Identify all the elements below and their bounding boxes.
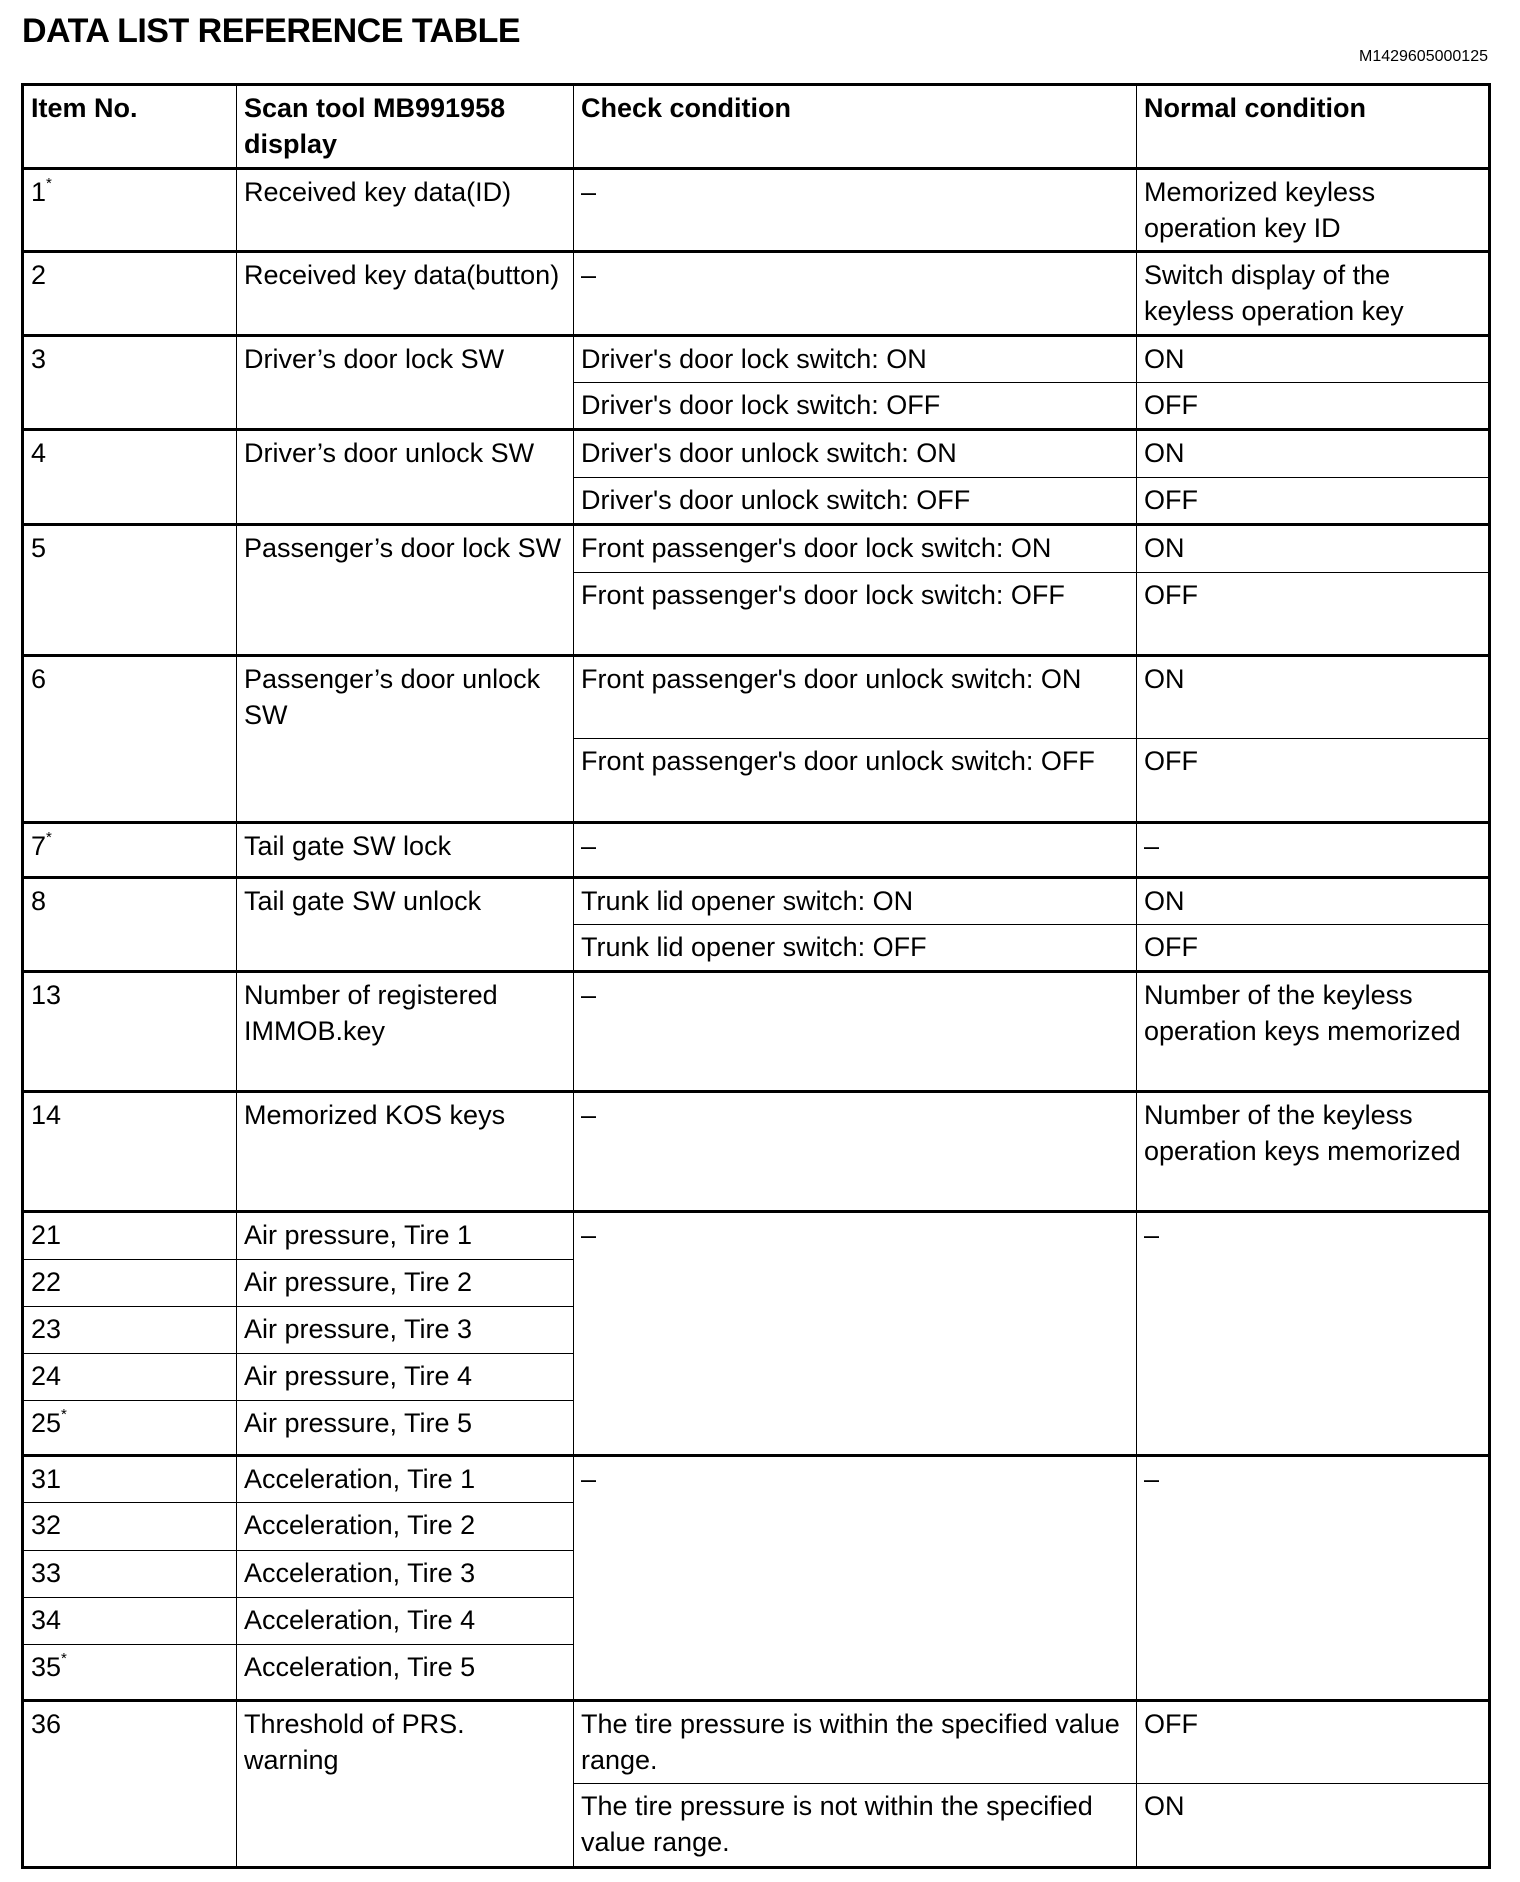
item-number-text: 25	[31, 1408, 62, 1438]
item-number-text: 1	[31, 177, 47, 207]
normal-condition-text: Switch display of the keyless operation key	[1144, 260, 1404, 326]
check-condition	[574, 739, 1137, 823]
figure-code: M1429605000125	[1358, 48, 1488, 65]
normal-condition-text: ON	[1144, 1791, 1185, 1821]
item-number	[23, 1503, 237, 1551]
check-condition	[574, 1784, 1137, 1868]
normal-condition	[1137, 925, 1490, 972]
item-number-text: 21	[31, 1220, 62, 1250]
item-number-text: 34	[31, 1605, 62, 1635]
item-number-text: 24	[31, 1361, 62, 1391]
scan-tool-display-text: Received key data(ID)	[244, 177, 512, 207]
table-row	[23, 972, 1490, 1092]
scan-tool-display-text: Acceleration, Tire 3	[244, 1558, 476, 1588]
check-condition-text: Driver's door lock switch: OFF	[581, 390, 941, 420]
check-condition-text: Front passenger's door lock switch: ON	[581, 533, 1052, 563]
check-condition-text: –	[581, 177, 597, 207]
check-condition	[574, 383, 1137, 430]
scan-tool-display	[237, 656, 574, 823]
scan-tool-display-text: Threshold of PRS. warning	[244, 1709, 465, 1775]
table-row	[23, 430, 1490, 478]
footnote-marker: *	[46, 175, 52, 192]
footnote-marker: *	[61, 1406, 67, 1423]
item-number-text: 14	[31, 1100, 62, 1130]
check-condition-text: Front passenger's door unlock switch: ON	[581, 664, 1082, 694]
normal-condition-text: ON	[1144, 664, 1185, 694]
normal-condition	[1137, 336, 1490, 383]
check-condition	[574, 972, 1137, 1092]
check-condition	[574, 1456, 1137, 1701]
check-condition-text: –	[581, 260, 597, 290]
scan-tool-display	[237, 1701, 574, 1868]
normal-condition	[1137, 525, 1490, 573]
normal-condition	[1137, 1456, 1490, 1701]
item-number	[23, 430, 237, 525]
header-row	[23, 85, 1490, 169]
normal-condition-text: OFF	[1144, 485, 1198, 515]
check-condition-text: –	[581, 1220, 597, 1250]
item-number	[23, 1307, 237, 1354]
table-row	[23, 1701, 1490, 1784]
scan-tool-display-text: Tail gate SW unlock	[244, 886, 482, 916]
scan-tool-display-text: Memorized KOS keys	[244, 1100, 506, 1130]
scan-tool-display	[237, 1354, 574, 1401]
item-number-text: 8	[31, 886, 47, 916]
table-row	[23, 169, 1490, 252]
scan-tool-display	[237, 1307, 574, 1354]
normal-condition-text: OFF	[1144, 390, 1198, 420]
scan-tool-display	[237, 1598, 574, 1645]
normal-condition-text: OFF	[1144, 932, 1198, 962]
scan-tool-display	[237, 1551, 574, 1598]
normal-condition-text: ON	[1144, 438, 1185, 468]
item-number-text: 23	[31, 1314, 62, 1344]
normal-condition	[1137, 1092, 1490, 1212]
header-normal-condition: Normal condition	[1137, 85, 1490, 169]
item-number	[23, 878, 237, 972]
check-condition-text: The tire pressure is within the specified value range.	[581, 1709, 1120, 1775]
data-list-table	[21, 83, 1491, 1869]
table-row	[23, 878, 1490, 925]
item-number-text: 36	[31, 1709, 62, 1739]
item-number-text: 3	[31, 344, 47, 374]
normal-condition-text: OFF	[1144, 1709, 1198, 1739]
scan-tool-display	[237, 823, 574, 878]
item-number	[23, 336, 237, 430]
normal-condition-text: –	[1144, 831, 1160, 861]
table-row	[23, 252, 1490, 336]
scan-tool-display-text: Passenger’s door unlock SW	[244, 664, 541, 730]
scan-tool-display	[237, 1401, 574, 1456]
scan-tool-display	[237, 1503, 574, 1551]
item-number	[23, 1401, 237, 1456]
normal-condition	[1137, 972, 1490, 1092]
normal-condition-text: OFF	[1144, 746, 1198, 776]
normal-condition	[1137, 430, 1490, 478]
item-number	[23, 1645, 237, 1701]
item-number	[23, 252, 237, 336]
check-condition-text: Trunk lid opener switch: ON	[581, 886, 914, 916]
item-number	[23, 1212, 237, 1260]
scan-tool-display-text: Passenger’s door lock SW	[244, 533, 562, 563]
normal-condition-text: –	[1144, 1464, 1160, 1494]
footnote-marker: *	[46, 829, 52, 846]
item-number	[23, 1598, 237, 1645]
item-number	[23, 1456, 237, 1503]
scan-tool-display	[237, 878, 574, 972]
check-condition-text: Trunk lid opener switch: OFF	[581, 932, 927, 962]
normal-condition	[1137, 739, 1490, 823]
check-condition	[574, 878, 1137, 925]
item-number	[23, 656, 237, 823]
scan-tool-display-text: Received key data(button)	[244, 260, 560, 290]
normal-condition-text: –	[1144, 1220, 1160, 1250]
check-condition-text: –	[581, 1464, 597, 1494]
item-number-text: 2	[31, 260, 47, 290]
check-condition	[574, 1701, 1137, 1784]
check-condition	[574, 525, 1137, 573]
scan-tool-display	[237, 1092, 574, 1212]
scan-tool-display	[237, 252, 574, 336]
scan-tool-display	[237, 972, 574, 1092]
header-check-condition: Check condition	[574, 85, 1137, 169]
item-number	[23, 823, 237, 878]
normal-condition-text: Number of the keyless operation keys memorized	[1144, 980, 1461, 1046]
item-number-text: 7	[31, 831, 47, 861]
item-number	[23, 1701, 237, 1868]
check-condition	[574, 823, 1137, 878]
item-number	[23, 525, 237, 656]
normal-condition-text: ON	[1144, 886, 1185, 916]
scan-tool-display-text: Acceleration, Tire 4	[244, 1605, 476, 1635]
item-number-text: 33	[31, 1558, 62, 1588]
scan-tool-display	[237, 1212, 574, 1260]
item-number-text: 35	[31, 1652, 62, 1682]
table-row	[23, 1212, 1490, 1260]
page-title: DATA LIST REFERENCE TABLE	[22, 12, 521, 50]
table-row	[23, 525, 1490, 573]
normal-condition	[1137, 478, 1490, 525]
normal-condition	[1137, 169, 1490, 252]
item-number-text: 31	[31, 1464, 62, 1494]
scan-tool-display-text: Acceleration, Tire 5	[244, 1652, 476, 1682]
item-number-text: 22	[31, 1267, 62, 1297]
item-number	[23, 1092, 237, 1212]
check-condition-text: Driver's door lock switch: ON	[581, 344, 927, 374]
item-number	[23, 1354, 237, 1401]
scan-tool-display	[237, 1260, 574, 1307]
normal-condition	[1137, 252, 1490, 336]
normal-condition-text: ON	[1144, 533, 1185, 563]
normal-condition	[1137, 573, 1490, 656]
item-number	[23, 972, 237, 1092]
item-number	[23, 1260, 237, 1307]
check-condition-text: Driver's door unlock switch: ON	[581, 438, 957, 468]
normal-condition	[1137, 878, 1490, 925]
item-number-text: 5	[31, 533, 47, 563]
item-number-text: 6	[31, 664, 47, 694]
item-number	[23, 1551, 237, 1598]
scan-tool-display-text: Air pressure, Tire 2	[244, 1267, 473, 1297]
scan-tool-display-text: Air pressure, Tire 4	[244, 1361, 473, 1391]
scan-tool-display-text: Tail gate SW lock	[244, 831, 452, 861]
normal-condition	[1137, 1784, 1490, 1868]
check-condition	[574, 656, 1137, 739]
normal-condition-text: Number of the keyless operation keys memorized	[1144, 1100, 1461, 1166]
header-item-no: Item No.	[23, 85, 237, 169]
scan-tool-display-text: Acceleration, Tire 1	[244, 1464, 476, 1494]
check-condition-text: –	[581, 980, 597, 1010]
check-condition	[574, 925, 1137, 972]
check-condition-text: Front passenger's door unlock switch: OFF	[581, 746, 1095, 776]
table-row	[23, 336, 1490, 383]
normal-condition-text: Memorized keyless operation key ID	[1144, 177, 1376, 243]
normal-condition-text: OFF	[1144, 580, 1198, 610]
table-row	[23, 823, 1490, 878]
scan-tool-display	[237, 430, 574, 525]
normal-condition	[1137, 656, 1490, 739]
check-condition	[574, 336, 1137, 383]
normal-condition	[1137, 823, 1490, 878]
normal-condition	[1137, 383, 1490, 430]
scan-tool-display-text: Air pressure, Tire 5	[244, 1408, 473, 1438]
check-condition-text: The tire pressure is not within the specified value range.	[581, 1791, 1093, 1857]
check-condition	[574, 252, 1137, 336]
table-row	[23, 656, 1490, 739]
scan-tool-display-text: Acceleration, Tire 2	[244, 1510, 476, 1540]
scan-tool-display-text: Air pressure, Tire 3	[244, 1314, 473, 1344]
header-display: Scan tool MB991958 display	[237, 85, 574, 169]
item-number	[23, 169, 237, 252]
check-condition	[574, 573, 1137, 656]
footnote-marker: *	[61, 1650, 67, 1667]
scan-tool-display-text: Number of registered IMMOB.key	[244, 980, 498, 1046]
scan-tool-display	[237, 336, 574, 430]
scan-tool-display-text: Air pressure, Tire 1	[244, 1220, 473, 1250]
check-condition-text: –	[581, 1100, 597, 1130]
check-condition	[574, 169, 1137, 252]
check-condition	[574, 1092, 1137, 1212]
scan-tool-display	[237, 169, 574, 252]
scan-tool-display-text: Driver’s door lock SW	[244, 344, 505, 374]
item-number-text: 13	[31, 980, 62, 1010]
scan-tool-display	[237, 1645, 574, 1701]
scan-tool-display	[237, 525, 574, 656]
check-condition	[574, 1212, 1137, 1456]
item-number-text: 32	[31, 1510, 62, 1540]
normal-condition-text: ON	[1144, 344, 1185, 374]
normal-condition	[1137, 1701, 1490, 1784]
check-condition-text: Driver's door unlock switch: OFF	[581, 485, 971, 515]
check-condition-text: –	[581, 831, 597, 861]
check-condition	[574, 478, 1137, 525]
scan-tool-display	[237, 1456, 574, 1503]
table-row	[23, 1456, 1490, 1503]
check-condition	[574, 430, 1137, 478]
table-row	[23, 1092, 1490, 1212]
check-condition-text: Front passenger's door lock switch: OFF	[581, 580, 1065, 610]
normal-condition	[1137, 1212, 1490, 1456]
item-number-text: 4	[31, 438, 47, 468]
scan-tool-display-text: Driver’s door unlock SW	[244, 438, 535, 468]
